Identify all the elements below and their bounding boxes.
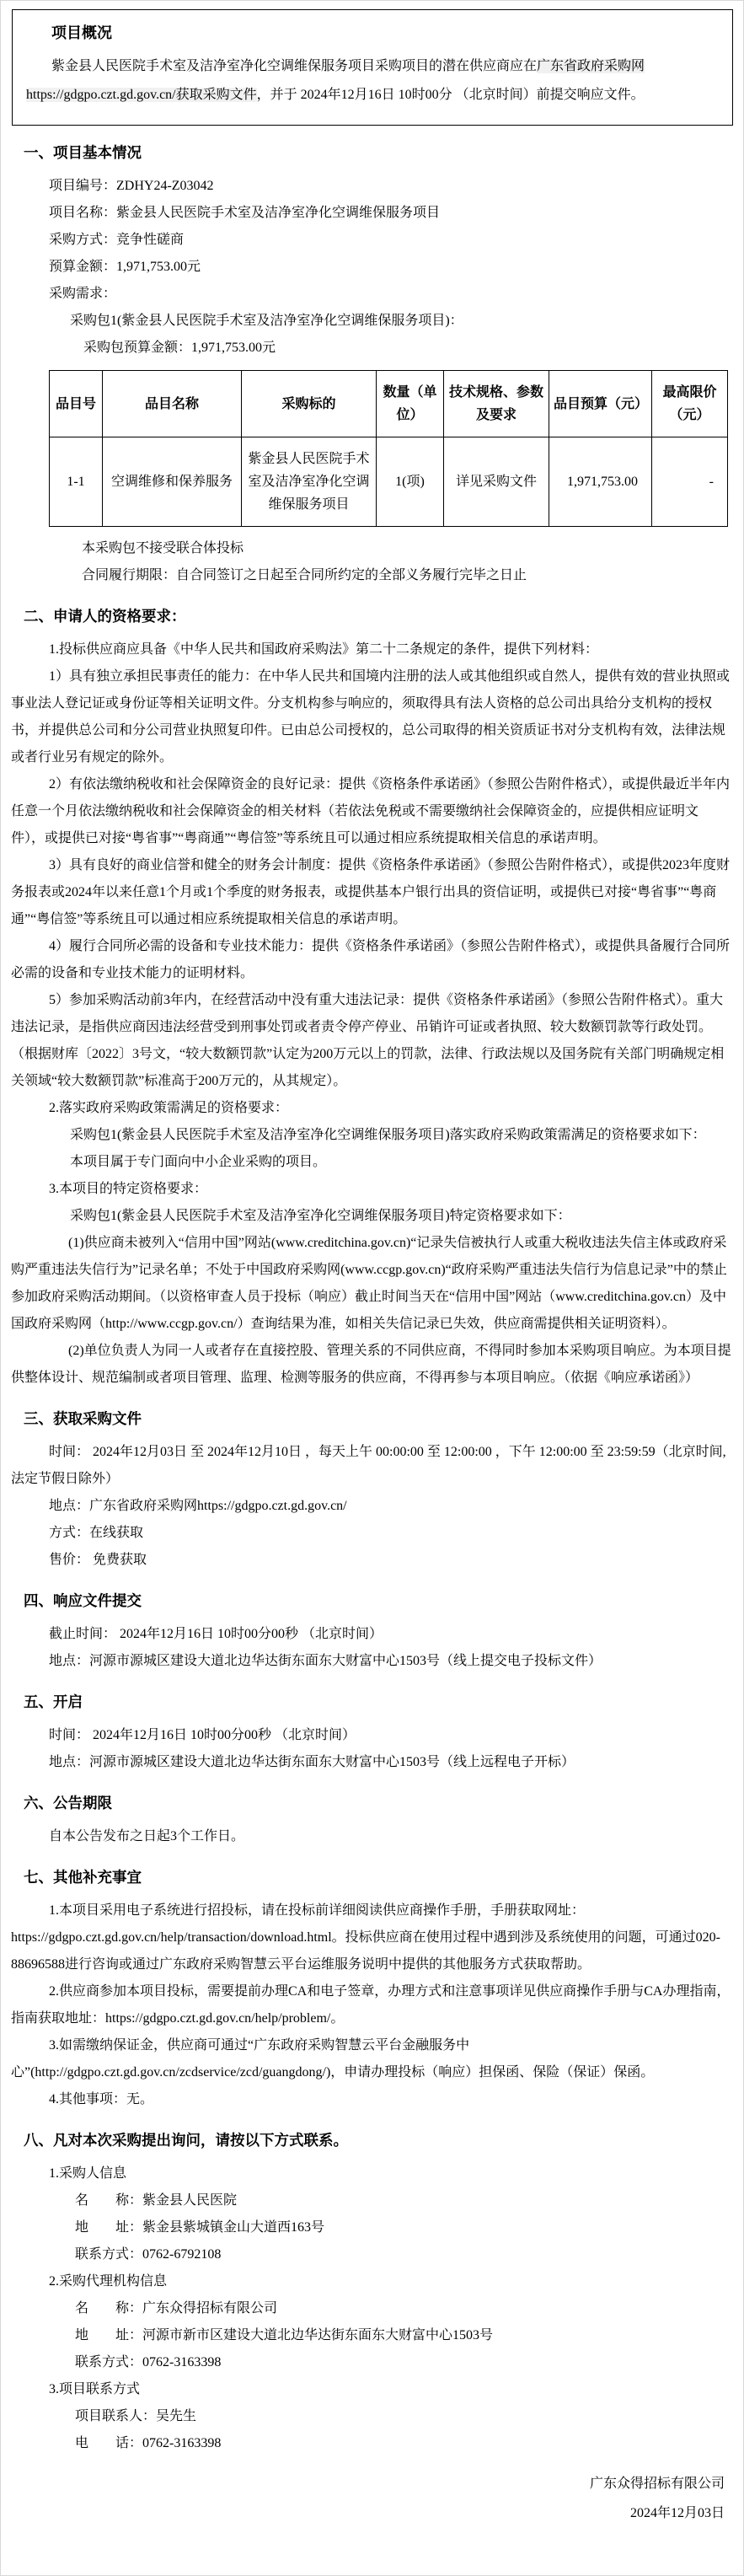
cell-subject: 紫金县人民医院手术室及洁净室净化空调维保服务项目 [242,437,377,527]
items-table-row [50,437,728,527]
policy-requirement-package: 采购包1(紫金县人民医院手术室及洁净室净化空调维保服务项目)落实政府采购政策需满足的资格要求如下： [70,1128,706,1142]
overview-intro-prefix: 紫金县人民医院手术室及洁净室净化空调维保服务项目采购项目的潜在供应商应在 [51,59,538,73]
signature-company: 广东众得招标有限公司 [589,2477,725,2491]
specific-requirement-package: 采购包1(紫金县人民医院手术室及洁净室净化空调维保服务项目)特定资格要求如下： [70,1209,571,1223]
cell-spec: 详见采购文件 [444,437,549,527]
items-table-header-row [50,371,728,437]
purchaser-name: 名 称：紫金县人民医院 [75,2193,238,2208]
obtain-place-line: 地点：广东省政府采购网https://gdgpo.czt.gd.gov.cn/ [49,1499,347,1513]
supplement-item-4: 4.其他事项：无。 [49,2092,154,2106]
no-consortium-note: 本采购包不接受联合体投标 [82,541,244,555]
opening-place-line: 地点：河源市源城区建设大道北边华达街东面东大财富中心1503号（线上远程电子开标） [49,1755,575,1769]
purchaser-title: 1.采购人信息 [49,2166,127,2181]
obtain-price-line: 售价： 免费获取 [49,1553,147,1567]
purchaser-phone: 联系方式：0762-6792108 [75,2247,222,2262]
project-name-line: 项目名称：紫金县人民医院手术室及洁净室净化空调维保服务项目 [49,206,441,220]
overview-title: 项目概况 [51,24,112,41]
qualification-item-4: 4）履行合同所必需的设备和专业技术能力：提供《资格条件承诺函》（参照公告附件格式），或提供具备履行合同所必需的设备和专业技术能力的证明材料。 [11,939,731,980]
policy-requirement-label: 2.落实政府采购政策需满足的资格要求： [49,1101,289,1115]
specific-requirement-label: 3.本项目的特定资格要求： [49,1182,208,1196]
supplement-item-3: 3.如需缴纳保证金，供应商可通过“广东政府采购智慧云平台金融服务中心”(http://gdgpo.czt.gd.gov.cn/zcdservice/zcd/guangdong/)，申请办理投标（响应）担保函、保险（保证）保函。 [11,2038,655,2080]
header-item-no: 品目号 [50,371,103,437]
header-item-name: 品目名称 [103,371,242,437]
cell-item-no: 1-1 [50,437,103,527]
section-7-heading: 七、其他补充事宜 [24,1869,142,1886]
supplement-item-1: 1.本项目采用电子系统进行招投标，请在投标前详细阅读供应商操作手册，手册获取网址：https://gdgpo.czt.gd.gov.cn/help/transaction/download.html。投标供应商在使用过程中遇到涉及系统使用的问题，可通过020-88696588进行咨询或通过广东政府采购智慧云平台运维服务说明中提供的其他服务方式获取帮助。 [11,1903,721,1972]
section-4-heading: 四、响应文件提交 [24,1592,142,1609]
submit-place-line: 地点：河源市源城区建设大道北边华达街东面东大财富中心1503号（线上提交电子投标文件） [49,1654,602,1668]
procurement-method-line: 采购方式：竞争性磋商 [49,233,185,247]
header-subject: 采购标的 [242,371,377,437]
supplement-item-2: 2.供应商参加本项目投标，需要提前办理CA和电子签章，办理方式和注意事项详见供应商操作手册与CA办理指南，指南获取地址：https://gdgpo.czt.gd.gov.cn/help/problem/。 [11,1984,731,2026]
contract-term-note: 合同履行期限：自合同签订之日起至合同所约定的全部义务履行完毕之日止 [82,568,527,582]
signature-date: 2024年12月03日 [629,2506,725,2520]
section-1-heading: 一、项目基本情况 [24,144,142,161]
qualification-item-3: 3）具有良好的商业信誉和健全的财务会计制度：提供《资格条件承诺函》（参照公告附件格式），或提供2023年度财务报表或2024年以来任意1个月或1个季度的财务报表，或提供基本户银行出具的资信证明，或提供已对接“粤省事”“粤商通”“粤信签”等系统且可以通过相应系统提取相关信息的承诺声明。 [11,858,731,926]
overview-intro-suffix: ，并于 2024年12月16日 10时00分 （北京时间）前提交响应文件。 [256,88,645,102]
obtain-time-line: 时间： 2024年12月03日 至 2024年12月10日 ，每天上午 00:00:00 至 12:00:00 ，下午 12:00:00 至 23:59:59（北京时间,法定节假日除外） [11,1445,726,1486]
package-budget-line: 采购包预算金额：1,971,753.00元 [83,341,276,355]
header-quantity: 数量（单位） [377,371,444,437]
project-contact-title: 3.项目联系方式 [49,2382,141,2396]
purchaser-address: 地 址：紫金县紫城镇金山大道西163号 [75,2220,325,2235]
project-number-line: 项目编号：ZDHY24-Z03042 [49,179,214,193]
qualification-item-5: 5）参加采购活动前3年内，在经营活动中没有重大违法记录：提供《资格条件承诺函》（参照公告附件格式）。重大违法记录，是指供应商因违法经营受到刑事处罚或者责令停产停业、吊销许可证或者执照、较大数额罚款等行政处罚。（根据财库〔2022〕3号文，“较大数额罚款”认定为200万元以上的罚款，法律、行政法规以及国务院有关部门明确规定相关领域“较大数额罚款”标准高于200万元的，从其规定）。 [11,993,725,1088]
signature-block [1,2469,725,2528]
agency-address: 地 址：河源市新市区建设大道北边华达街东面东大财富中心1503号 [75,2328,494,2343]
package-line: 采购包1(紫金县人民医院手术室及洁净室净化空调维保服务项目)： [70,314,463,328]
section-8-heading: 八、凡对本次采购提出询问，请按以下方式联系。 [24,2132,348,2149]
cell-price-cap: - [652,437,728,527]
budget-line: 预算金额：1,971,753.00元 [49,260,201,274]
policy-requirement-sme: 本项目属于专门面向中小企业采购的项目。 [70,1155,327,1169]
project-contact-phone: 电 话：0762-3163398 [75,2436,222,2450]
cell-item-name: 空调维修和保养服务 [103,437,242,527]
specific-requirement-item-1: (1)供应商未被列入“信用中国”网站(www.creditchina.gov.cn)“记录失信被执行人或重大税收违法失信主体或政府采购严重违法失信行为”记录名单；不处于中国政府采购网(www.ccgp.gov.cn)“政府采购严重违法失信行为信息记录”中的禁止参加政府采购活动期间。（以资格审查人员于投标（响应）截止时间当天在“信用中国”网站（www.creditchina.gov.cn）及中国政府采购网（http://www.ccgp.gov.cn/）查询结果为准，如相关失信记录已失效，供应商需提供相关证明资料）。 [11,1236,727,1331]
agency-phone: 联系方式：0762-3163398 [75,2355,222,2369]
submit-deadline-line: 截止时间： 2024年12月16日 10时00分00秒 （北京时间） [49,1627,383,1641]
header-item-budget: 品目预算（元） [549,371,652,437]
section-5-heading: 五、开启 [24,1693,83,1710]
agency-name: 名 称：广东众得招标有限公司 [75,2301,278,2316]
qualification-item-1: 1）具有独立承担民事责任的能力：在中华人民共和国境内注册的法人或其他组织或自然人，提供有效的营业执照或事业法人登记证或身份证等相关证明文件。分支机构参与响应的，须取得具有法人资格的总公司出具给分支机构的授权书，并提供总公司和分公司营业执照复印件。已由总公司授权的，总公司取得的相关资质证书对分支机构有效，法律法规或者行业另有规定的除外。 [11,669,731,765]
obtain-method-line: 方式：在线获取 [49,1526,144,1540]
header-spec: 技术规格、参数及要求 [444,371,549,437]
specific-requirement-item-2: (2)单位负责人为同一人或者存在直接控股、管理关系的不同供应商，不得同时参加本采购项目响应。为本项目提供整体设计、规范编制或者项目管理、监理、检测等服务的供应商，不得再参与本项目响应。（依据《响应承诺函》） [11,1344,731,1385]
items-table [49,370,728,527]
procurement-site-link: 广东省政府采购网https://gdgpo.czt.gd.gov.cn/获取采购文件 [26,59,645,102]
qualification-item-2: 2）有依法缴纳税收和社会保障资金的良好记录：提供《资格条件承诺函》（参照公告附件格式），或提供最近半年内任意一个月依法缴纳税收和社会保障资金的相关材料（若依法免税或不需要缴纳社会保障资金的，应提供相应证明文件），或提供已对接“粤省事”“粤商通”“粤信签”等系统且可以通过相应系统提取相关信息的承诺声明。 [11,777,731,845]
project-contact-person: 项目联系人：吴先生 [75,2409,197,2423]
section-2-heading: 二、申请人的资格要求： [24,608,186,625]
overview-intro [26,52,719,110]
qualification-intro: 1.投标供应商应具备《中华人民共和国政府采购法》第二十二条规定的条件，提供下列材料： [49,642,599,657]
section-6-heading: 六、公告期限 [24,1795,112,1811]
demand-label: 采购需求： [49,287,117,301]
cell-quantity: 1(项) [377,437,444,527]
opening-time-line: 时间： 2024年12月16日 10时00分00秒 （北京时间） [49,1728,356,1742]
overview-box [12,9,733,126]
notice-period-text: 自本公告发布之日起3个工作日。 [49,1829,245,1843]
header-price-cap: 最高限价（元） [652,371,728,437]
cell-item-budget: 1,971,753.00 [549,437,652,527]
agency-title: 2.采购代理机构信息 [49,2274,168,2289]
section-3-heading: 三、获取采购文件 [24,1410,142,1427]
